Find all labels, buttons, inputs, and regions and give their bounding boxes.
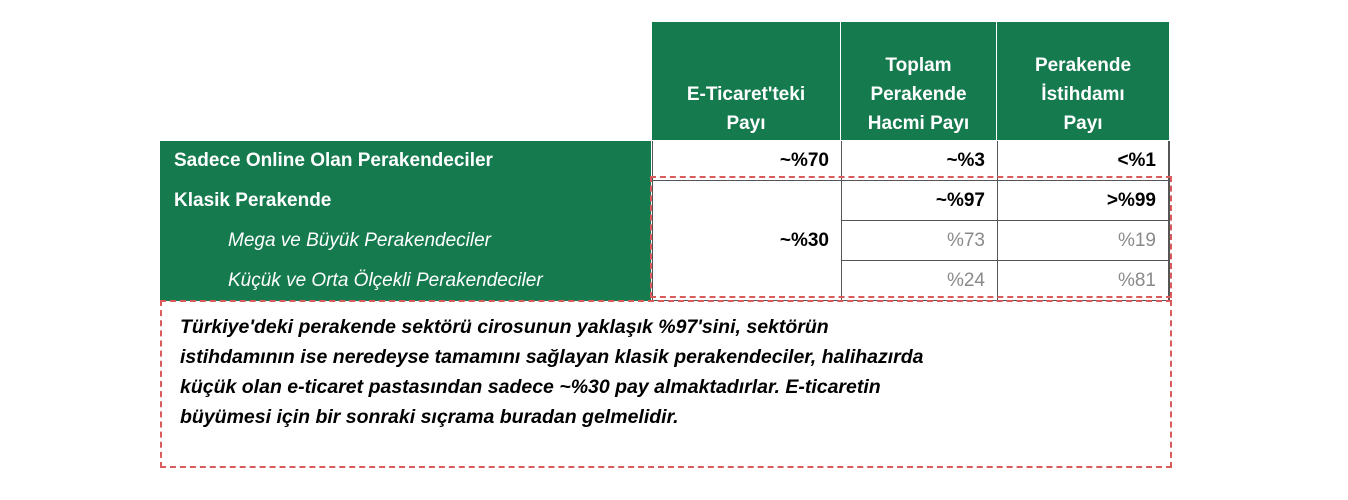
header-employment-share (997, 22, 1169, 140)
summary-note-line-3: küçük olan e-ticaret pastasından sadece ~%30 pay almaktadırlar. E-ticaretin (180, 376, 881, 398)
cell-mega-employment: %19 (997, 221, 1168, 261)
cell-classic-employment: >%99 (997, 181, 1168, 221)
header-employment-line1: Perakende (1034, 55, 1132, 76)
cell-online-employment: <%1 (997, 141, 1168, 181)
row-label-small: Küçük ve Orta Ölçekli Perakendeciler (228, 270, 543, 291)
cell-mega-volume: %73 (841, 221, 997, 261)
header-employment-line2: İstihdamı (1041, 84, 1125, 105)
header-ecommerce-share (652, 22, 840, 140)
header-volume-share (841, 22, 996, 140)
header-ecommerce-line1: E-Ticaret'teki (686, 84, 806, 105)
summary-note-line-2: istihdamının ise neredeyse tamamını sağlayan klasik perakendeciler, halihazırda (180, 346, 924, 368)
cell-classic-ecom: ~%30 (652, 181, 841, 300)
header-volume-line2: Perakende (870, 84, 967, 105)
header-employment-line3: Payı (1063, 113, 1103, 134)
header-ecommerce-line2: Payı (726, 113, 766, 134)
header-volume-line1: Toplam (885, 55, 952, 76)
cell-online-ecom: ~%70 (652, 141, 841, 181)
cell-small-volume: %24 (841, 261, 997, 300)
row-label-mega: Mega ve Büyük Perakendeciler (228, 230, 491, 251)
summary-note-line-1: Türkiye'deki perakende sektörü cirosunun yaklaşık %97'sini, sektörün (180, 316, 829, 338)
row-label-classic: Klasik Perakende (174, 190, 332, 211)
cell-online-volume: ~%3 (841, 141, 997, 181)
summary-note-line-4: büyümesi için bir sonraki sıçrama buradan gelmelidir. (180, 406, 679, 428)
classic-highlight-frame (650, 176, 1172, 298)
row-label-online: Sadece Online Olan Perakendeciler (174, 150, 493, 171)
cell-small-employment: %81 (997, 261, 1168, 300)
header-volume-line3: Hacmi Payı (867, 113, 970, 134)
cell-classic-volume: ~%97 (841, 181, 997, 221)
row-labels-panel (160, 141, 651, 301)
summary-note (160, 300, 1172, 468)
